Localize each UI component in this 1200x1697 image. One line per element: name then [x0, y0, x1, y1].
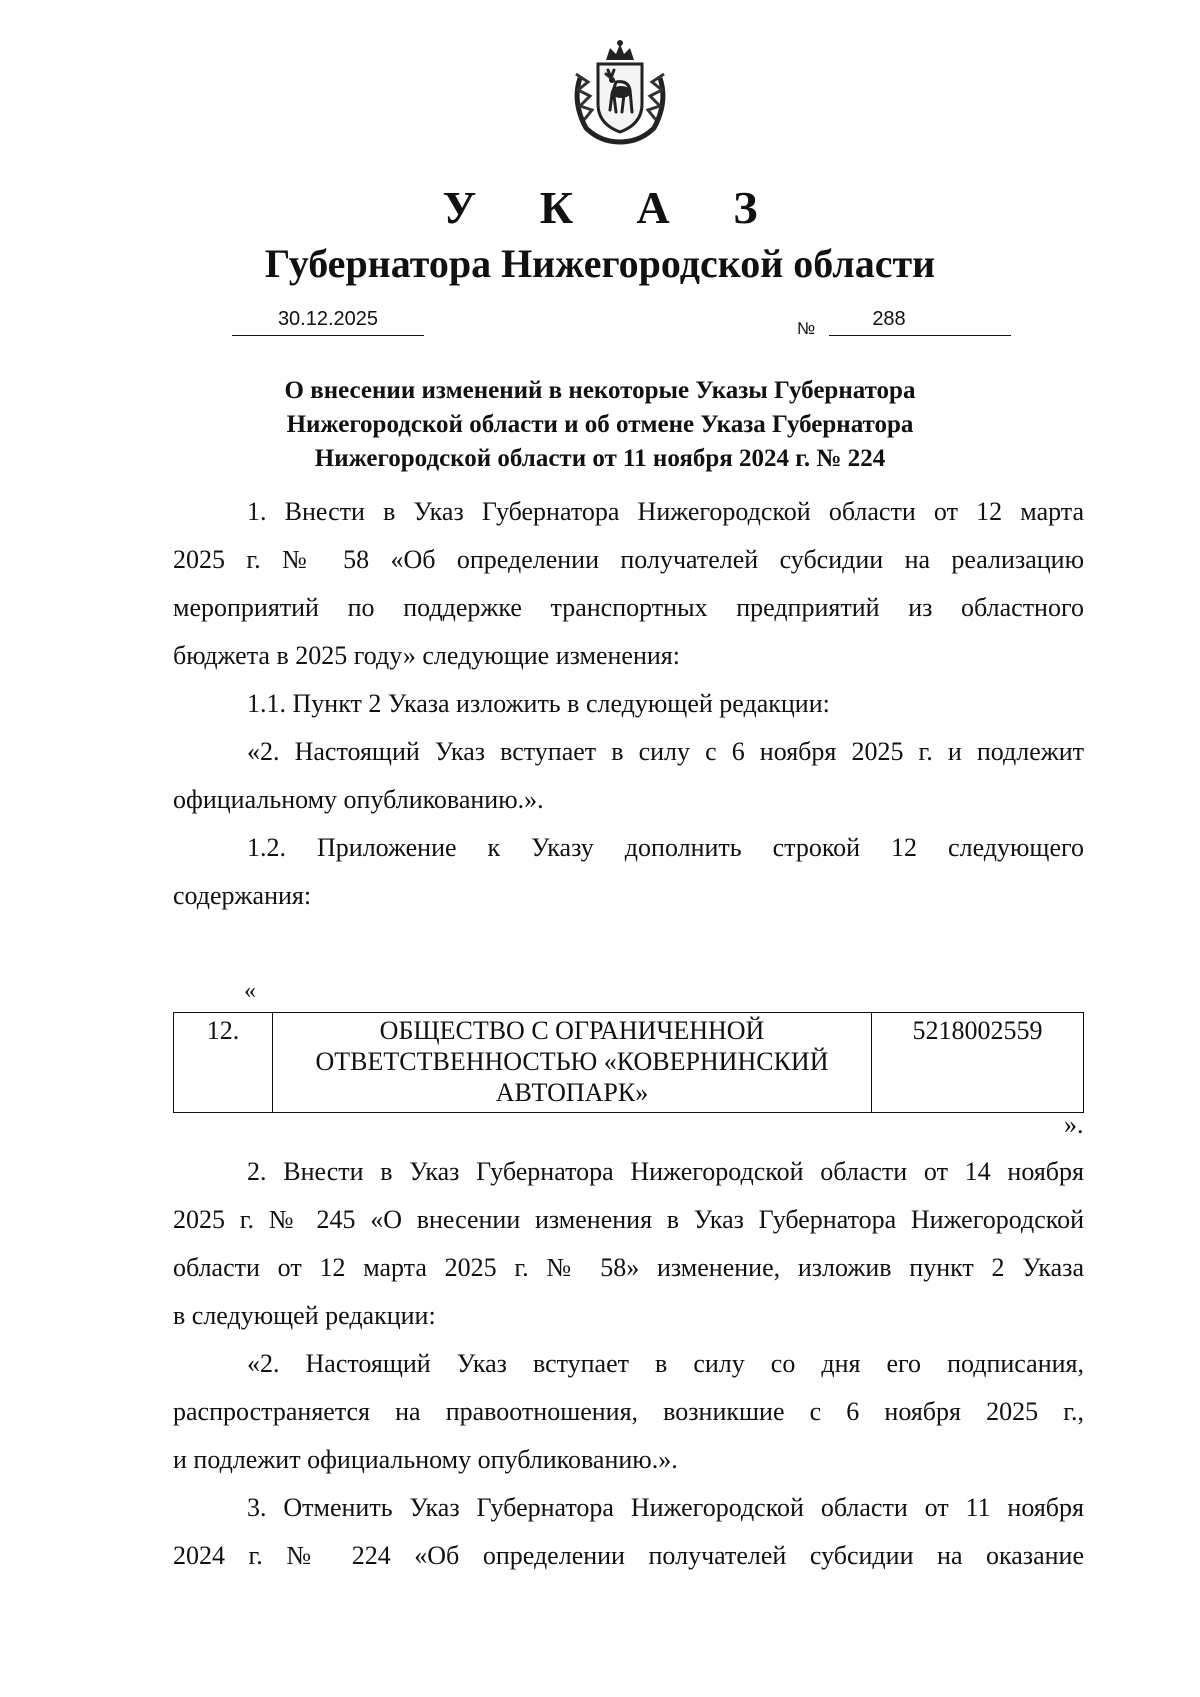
text-line: в следующей редакции:	[173, 1301, 436, 1330]
paragraph-1	[173, 488, 1084, 920]
text-line: бюджета в 2025 году» следующие изменения:	[173, 641, 680, 670]
text-line: «2. Настоящий Указ вступает в силу со дня его подписания,	[247, 1349, 1084, 1378]
heading-line: Нижегородской области от 11 ноября 2024 г. № 224	[314, 445, 886, 472]
cell-line: ОБЩЕСТВО С ОГРАНИЧЕННОЙ	[379, 1016, 765, 1045]
table-cell-number: 12.	[174, 1013, 273, 1113]
table-cell-name	[273, 1013, 872, 1113]
document-number: 288	[872, 308, 906, 330]
table-open-quote: «	[244, 978, 256, 1004]
text-line: 3. Отменить Указ Губернатора Нижегородской области от 11 ноября	[247, 1493, 1084, 1522]
text-line: 2025 г. № 245 «О внесении изменения в Указ Губернатора Нижегородской	[173, 1205, 1084, 1234]
text-line: и подлежит официальному опубликованию.».	[173, 1445, 678, 1474]
paragraph-2	[173, 1148, 1084, 1580]
text-line: мероприятий по поддержке транспортных предприятий из областного	[173, 593, 1084, 622]
text-line: области от 12 марта 2025 г. № 58» изменение, изложив пункт 2 Указа	[173, 1253, 1084, 1282]
number-sign: №	[797, 319, 816, 338]
cell-line: ОТВЕТСТВЕННОСТЬЮ «КОВЕРНИНСКИЙ	[315, 1047, 829, 1076]
document-date: 30.12.2025	[277, 308, 379, 330]
text-line: 1. Внести в Указ Губернатора Нижегородской области от 12 марта	[247, 497, 1084, 526]
date-underline	[232, 335, 424, 336]
number-underline	[829, 335, 1011, 336]
document-subtitle: Губернатора Нижегородской области	[264, 241, 936, 286]
coat-of-arms-icon	[566, 38, 674, 146]
paragraph-1-1: 1.1. Пункт 2 Указа изложить в следующей редакции:	[247, 689, 830, 718]
appendix-table	[173, 1012, 1084, 1113]
text-line: официальному опубликованию.».	[173, 785, 544, 814]
text-line: «2. Настоящий Указ вступает в силу с 6 ноября 2025 г. и подлежит	[247, 737, 1084, 766]
table-row	[174, 1013, 1084, 1113]
cell-line: АВТОПАРК»	[495, 1078, 649, 1107]
text-line: 2. Внести в Указ Губернатора Нижегородской области от 14 ноября	[247, 1157, 1084, 1186]
text-line: 2025 г. № 58 «Об определении получателей субсидии на реализацию	[173, 545, 1084, 574]
document-heading	[230, 374, 970, 476]
text-line: 2024 г. № 224 «Об определении получателей субсидии на оказание	[173, 1541, 1084, 1570]
text-line: 1.2. Приложение к Указу дополнить строкой 12 следующего	[247, 833, 1084, 862]
document-title: У К А З	[442, 182, 784, 233]
heading-line: О внесении изменений в некоторые Указы Губернатора	[284, 377, 916, 404]
table-close-quote: ».	[1064, 1110, 1084, 1139]
table-cell-inn: 5218002559	[872, 1013, 1084, 1113]
heading-line: Нижегородской области и об отмене Указа Губернатора	[286, 411, 914, 438]
text-line: содержания:	[173, 881, 312, 910]
text-line: распространяется на правоотношения, возникшие с 6 ноября 2025 г.,	[173, 1397, 1084, 1426]
